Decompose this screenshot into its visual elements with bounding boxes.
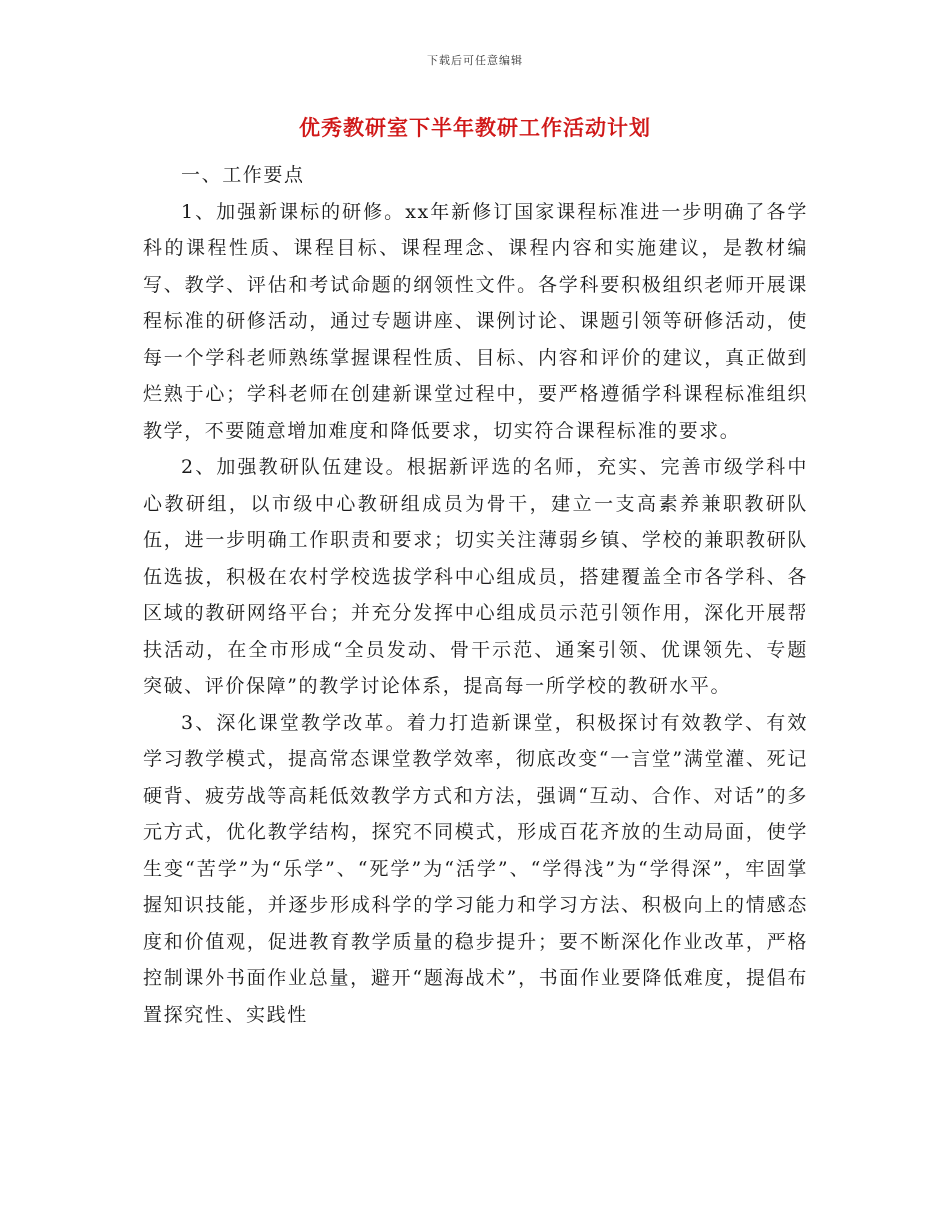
paragraph-3: 3、深化课堂教学改革。着力打造新课堂，积极探讨有效教学、有效学习教学模式，提高常态课堂教学效率，彻底改变“一言堂”满堂灌、死记硬背、疲劳战等高耗低效教学方式和方法，强调“互动、合作、对话”的多元方式，优化教学结构，探究不同模式，形成百花齐放的生动局面，使学生变“苦学”为“乐学”、“死学”为“活学”、“学得浅”为“学得深”，牢固掌握知识技能，并逐步形成科学的学习能力和学习方法、积极向上的情感态度和价值观，促进教育教学质量的稳步提升；要不断深化作业改革，严格控制课外书面作业总量，避开“题海战术”，书面作业要降低难度，提倡布置探究性、实践性 (143, 711, 808, 1026)
header-note: 下载后可任意编辑 (427, 54, 523, 67)
document-body (143, 157, 808, 1033)
paragraph-1: 1、加强新课标的研修。xx年新修订国家课程标准进一步明确了各学科的课程性质、课程目标、课程理念、课程内容和实施建议，是教材编写、教学、评估和考试命题的纲领性文件。各学科要积极组织老师开展课程标准的研修活动，通过专题讲座、课例讨论、课题引领等研修活动，使每一个学科老师熟练掌握课程性质、目标、内容和评价的建议，真正做到烂熟于心；学科老师在创建新课堂过程中，要严格遵循学科课程标准组织教学，不要随意增加难度和降低要求，切实符合课程标准的要求。 (143, 200, 808, 442)
section-heading: 一、工作要点 (181, 164, 305, 186)
paragraph-2: 2、加强教研队伍建设。根据新评选的名师，充实、完善市级学科中心教研组，以市级中心教研组成员为骨干，建立一支高素养兼职教研队伍，进一步明确工作职责和要求；切实关注薄弱乡镇、学校的兼职教研队伍选拔，积极在农村学校选拔学科中心组成员，搭建覆盖全市各学科、各区域的教研网络平台；并充分发挥中心组成员示范引领作用，深化开展帮扶活动，在全市形成“全员发动、骨干示范、通案引领、优课领先、专题突破、评价保障”的教学讨论体系，提高每一所学校的教研水平。 (143, 456, 808, 697)
document-title: 优秀教研室下半年教研工作活动计划 (299, 116, 651, 140)
